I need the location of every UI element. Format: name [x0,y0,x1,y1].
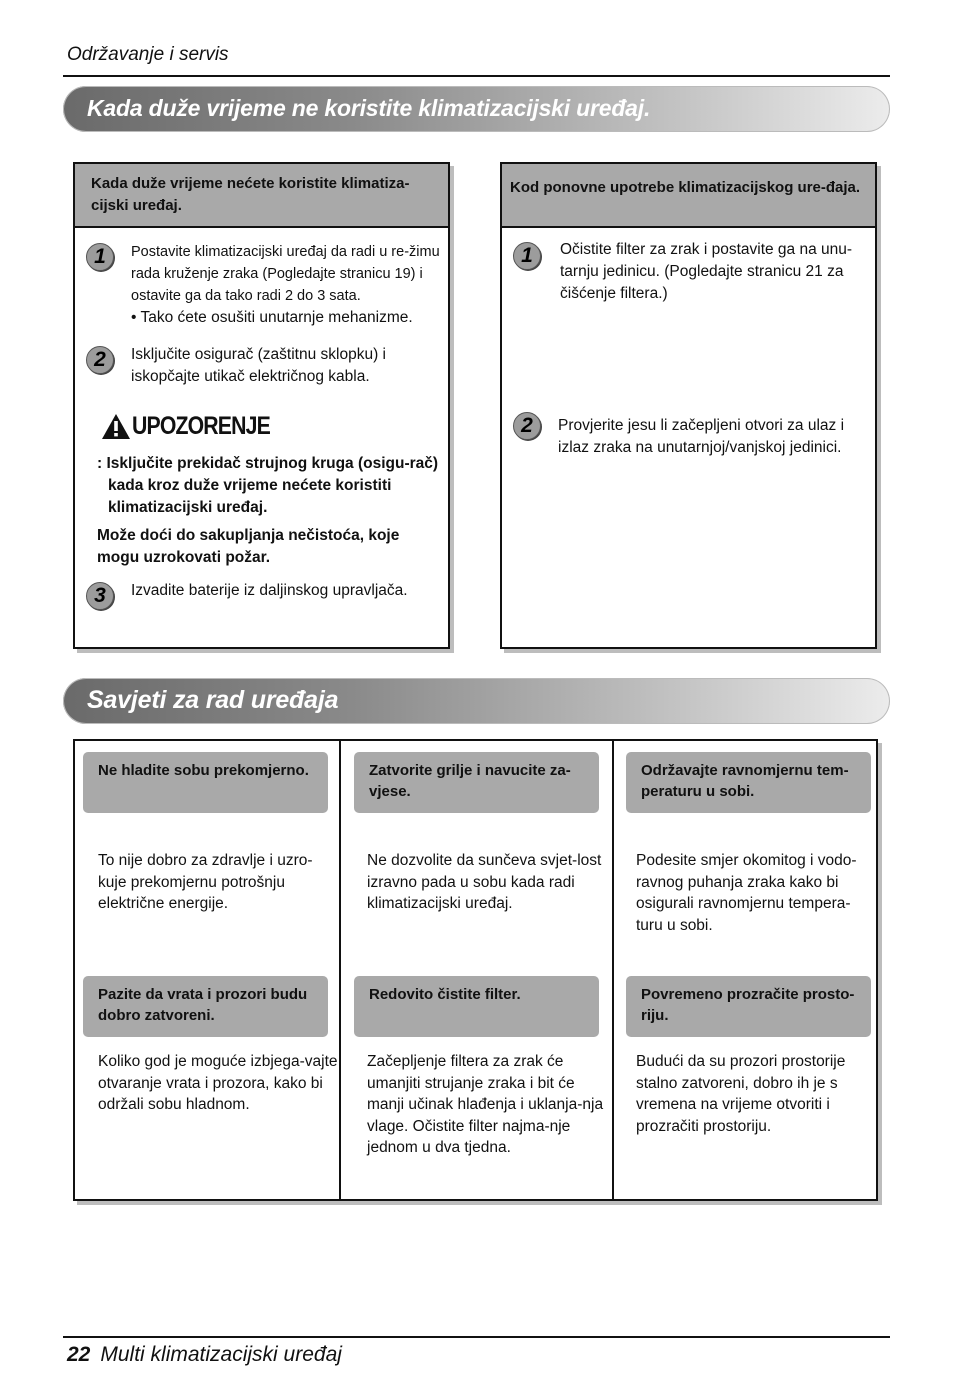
step-2-text: Provjerite jesu li začepljeni otvori za ulaz i izlaz zraka na unutarnjoj/vanjskoj jedinici. [558,417,845,456]
page-number: 22 [67,1343,91,1366]
tip-heading: Održavajte ravnomjernu tem-peraturu u sobi. [626,752,871,813]
tip-text: To nije dobro za zdravlje i uzro-kuje prekomjernu potrošnju električne energije. [98,852,313,912]
step-1-body: Postavite klimatizacijski uređaj da radi u re-žimu rada kruženje zraka (Pogledajte stranicu 19) i ostavite ga da tako radi 2 do 3 sata. [131,244,440,304]
section-banner-storage [63,86,890,132]
step-number-badge: 1 [513,242,541,270]
warning-text: : Isključite prekidač strujnog kruga (osigu-rač) kada kroz duže vrijeme nećete koristiti klimatizacijski uređaj. [97,455,439,516]
footer-title: Multi klimatizacijski uređaj [100,1343,342,1366]
tip-heading: Zatvorite grilje i navucite za-vjese. [354,752,599,813]
step-number-badge: 2 [513,412,541,440]
running-header: Održavanje i servis [67,44,229,65]
column-divider [339,741,341,1199]
section-banner-tips [63,678,890,724]
box-reuse [500,162,877,649]
box-heading: Kod ponovne upotrebe klimatizacijskog ure-đaja. [502,164,875,228]
warning-note: Može doći do sakupljanja nečistoća, koje mogu uzrokovati požar. [97,527,400,566]
tip-heading: Pazite da vrata i prozori budu dobro zatvoreni. [83,976,328,1037]
section-title: Kada duže vrijeme ne koristite klimatizacijski uređaj. [87,95,651,121]
step-number-badge: 1 [86,243,114,271]
box-heading: Kada duže vrijeme nećete koristite klimatiza-cijski uređaj. [75,164,448,228]
footer-rule [63,1336,890,1338]
step-1-text [131,241,443,329]
warning-body [97,453,442,569]
tip-text: Začepljenje filtera za zrak će umanjiti strujanje zraka i bit će manji učinak hlađenja i uklanja-nja vlage. Očistite filter najma-nje jednom u dva tjedna. [367,1053,604,1156]
step-1-text: Očistite filter za zrak i postavite ga na unu-tarnju jedinicu. (Pogledajte stranicu 21 za čišćenje filtera.) [560,241,853,302]
step-number-badge: 3 [86,582,114,610]
tip-text: Podesite smjer okomitog i vodo-ravnog puhanja zraka kako bi osigurali ravnomjernu tempera-turu u sobi. [636,852,857,934]
tips-table [73,739,878,1201]
column-divider [612,741,614,1199]
box-long-storage [73,162,450,649]
header-rule [63,75,890,77]
step-number-badge: 2 [86,346,114,374]
step-2-text: Isključite osigurač (zaštitnu sklopku) i iskopčajte utikač električnog kabla. [131,346,386,385]
tip-text: Koliko god je moguće izbjega-vajte otvaranje vrata i prozora, kako bi održali sobu hladnom. [98,1053,338,1113]
warning-title: UPOZORENJE [132,412,270,440]
warning-triangle-icon [101,413,131,440]
tip-text: Ne dozvolite da sunčeva svjet-lost izravno pada u sobu kada radi klimatizacijski uređaj. [367,852,602,912]
section-title: Savjeti za rad uređaja [87,686,339,714]
tip-text: Budući da su prozori prostorije stalno zatvoreni, dobro ih je s vremena na vrijeme otvoriti i prozračiti prostoriju. [636,1053,846,1135]
page-footer [67,1343,342,1367]
warning-heading [101,412,294,441]
tip-heading: Ne hladite sobu prekomjerno. [83,752,328,813]
step-3-text: Izvadite baterije iz daljinskog upravljača. [131,582,408,599]
tip-heading: Povremeno prozračite prosto-riju. [626,976,871,1037]
step-1-bullet: • Tako ćete osušiti unutarnje mehanizme. [131,309,413,326]
tip-heading: Redovito čistite filter. [354,976,599,1037]
